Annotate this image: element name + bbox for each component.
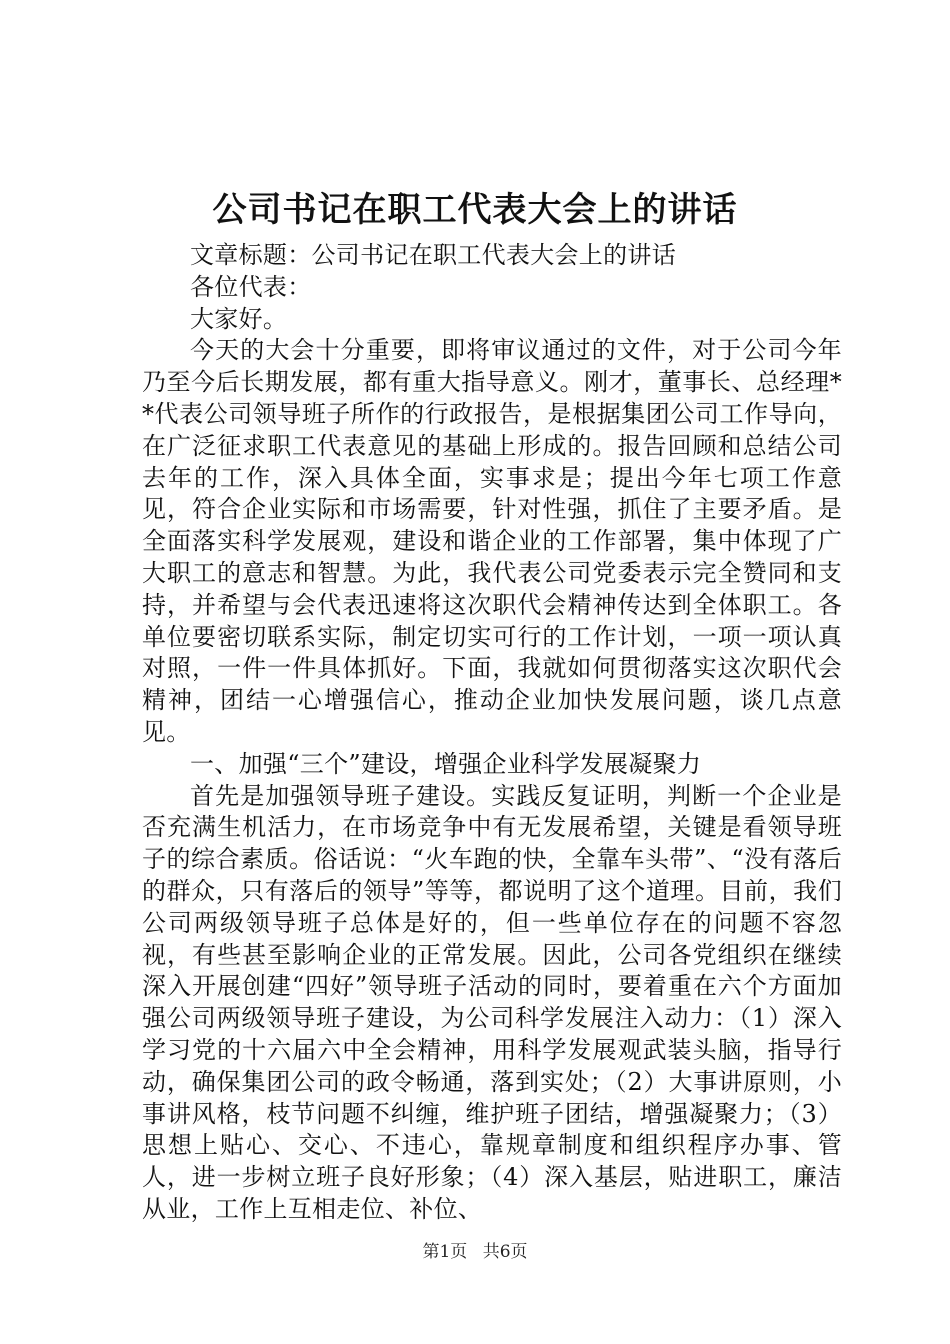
paragraph-leadership: 首先是加强领导班子建设。实践反复证明，判断一个企业是否充满生机活力，在市场竞争中有无发展希望，关键是看领导班子的综合素质。俗话说：“火车跑的快，全靠车头带”、“没有落后的群众，只有落后的领导”等等，都说明了这个道理。目前，我们公司两级领导班子总体是好的，但一些单位存在的问题不容忽视，有些甚至影响企业的正常发展。因此，公司各党组织在继续深入开展创建“四好”领导班子活动的同时，要着重在六个方面加强公司两级领导班子建设，为公司科学发展注入动力：（1）深入学习党的十六届六中全会精神，用科学发展观武装头脑，指导行动，确保集团公司的政令畅通，落到实处；（2）大事讲原则，小事讲风格，枝节问题不纠缠，维护班子团结，增强凝聚力；（3）思想上贴心、交心、不违心，靠规章制度和组织程序办事、管人，进一步树立班子良好形象；（4）深入基层，贴进职工，廉洁从业，工作上互相走位、补位、 (142, 781, 842, 1223)
document-title: 公司书记在职工代表大会上的讲话 (212, 190, 738, 230)
greeting: 大家好。 (190, 304, 288, 333)
page-number: 第1页 (422, 1242, 468, 1262)
article-title-line: 文章标题：公司书记在职工代表大会上的讲话 (190, 241, 676, 269)
paragraph-intro: 今天的大会十分重要，即将审议通过的文件，对于公司今年乃至今后长期发展，都有重大指导意义。刚才，董事长、总经理**代表公司领导班子所作的行政报告，是根据集团公司工作导向，在广泛征求职工代表意见的基础上形成的。报告回顾和总结公司去年的工作，深入具体全面，实事求是；提出今年七项工作意见，符合企业实际和市场需要，针对性强，抓住了主要矛盾。是全面落实科学发展观，建设和谐企业的工作部署，集中体现了广大职工的意志和智慧。为此，我代表公司党委表示完全赞同和支持，并希望与会代表迅速将这次职代会精神传达到全体职工。各单位要密切联系实际，制定切实可行的工作计划，一项一项认真对照，一件一件具体抓好。下面，我就如何贯彻落实这次职代会精神，团结一心增强信心，推动企业加快发展问题，谈几点意见。 (142, 336, 842, 746)
section-heading-1: 一、加强“三个”建设，增强企业科学发展凝聚力 (190, 749, 702, 778)
salutation: 各位代表： (190, 272, 312, 301)
page-footer (0, 1240, 950, 1264)
document-body (142, 240, 842, 1226)
page-total: 共6页 (482, 1242, 528, 1262)
